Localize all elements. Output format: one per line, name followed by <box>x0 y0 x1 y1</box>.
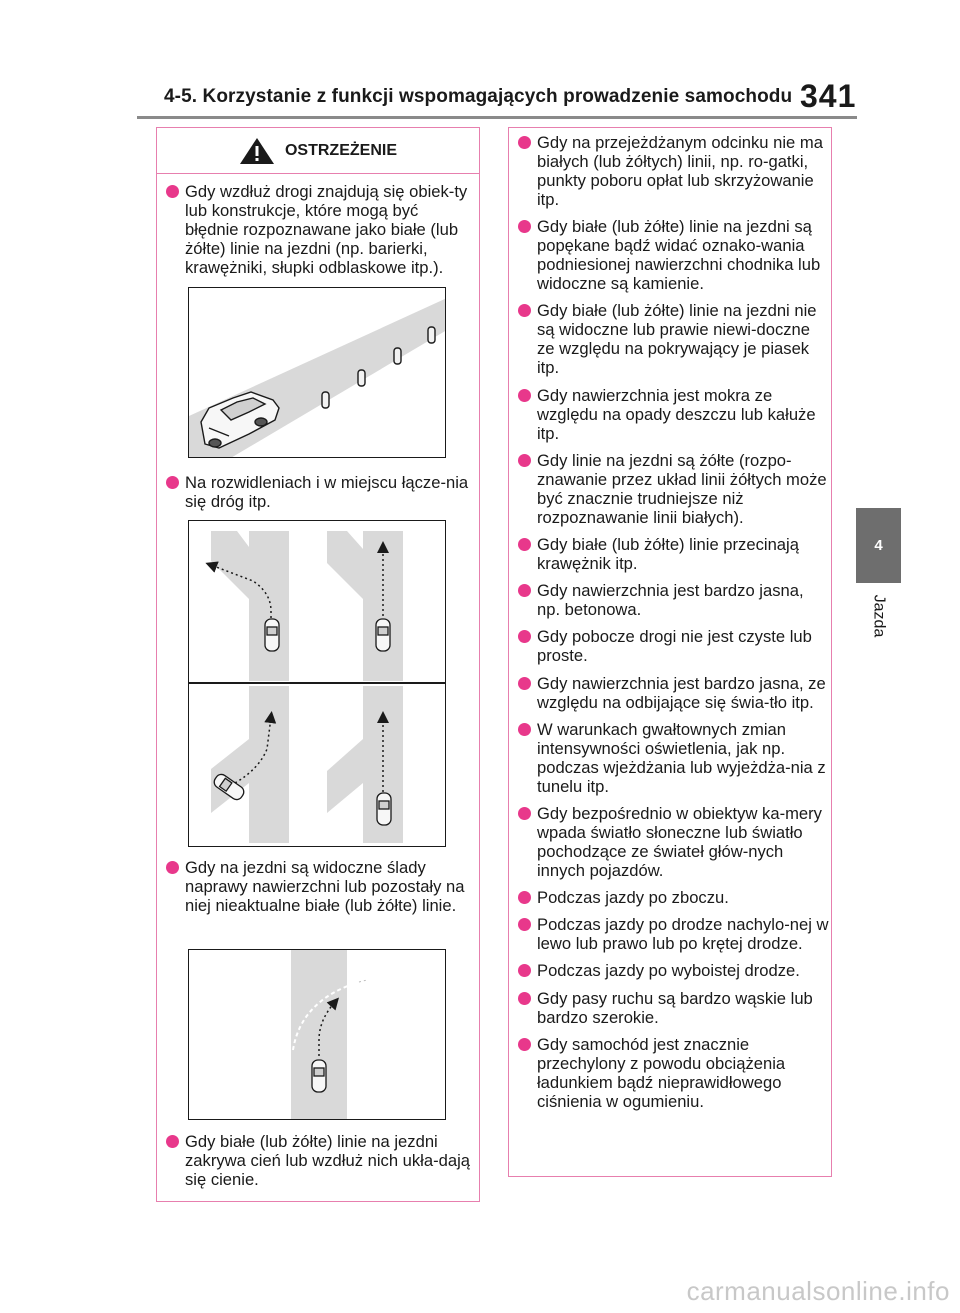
list-item <box>518 1035 830 1111</box>
list-item <box>518 386 830 443</box>
list-item <box>518 989 830 1027</box>
bullet-dot-icon <box>518 891 531 904</box>
list-item-text: Podczas jazdy po wyboistej drodze. <box>537 961 800 981</box>
warning-item-text: Na rozwidleniach i w miejscu łącze-nia się dróg itp. <box>185 473 469 511</box>
warning-item-text: Gdy wzdłuż drogi znajdują się obiek-ty lub konstrukcje, które mogą być błędnie rozpoznawane jako białe (lub żółte) linie na jezdni (np. barierki, krawężniki, słupki odblaskowe itp.). <box>185 182 468 277</box>
bullet-dot-icon <box>518 677 531 690</box>
warning-item-2 <box>166 473 474 511</box>
list-item <box>518 961 830 980</box>
header-title: 4-5. Korzystanie z funkcji wspomagających prowadzenie samochodu <box>164 86 793 107</box>
page-number: 341 <box>800 78 857 114</box>
list-item <box>518 888 830 907</box>
warning-item-4 <box>166 1132 474 1189</box>
list-item-text: Gdy nawierzchnia jest bardzo jasna, np. betonowa. <box>537 581 804 620</box>
list-item <box>518 217 830 293</box>
chapter-tab[interactable] <box>856 508 901 583</box>
list-item <box>518 133 830 209</box>
bullet-dot-icon <box>518 630 531 643</box>
conditions-list <box>518 133 830 1119</box>
warning-heading-text: OSTRZEŻENIE <box>284 141 397 159</box>
warning-item-text: Gdy białe (lub żółte) linie na jezdni zakrywa cień lub wzdłuż nich ukła-dają się cienie. <box>185 1132 470 1189</box>
list-item-text: Gdy linie na jezdni są żółte (rozpo-znawanie przez układ linii żółtych może być znacznie trudniejsze niż rozpoznawanie linii białych). <box>537 450 827 527</box>
list-item <box>518 720 830 796</box>
bullet-dot-icon <box>518 807 531 820</box>
figure-road-posts <box>188 287 446 458</box>
bullet-dot-icon <box>518 584 531 597</box>
list-item <box>518 804 830 880</box>
bullet-dot-icon <box>518 964 531 977</box>
list-item <box>518 301 830 377</box>
bullet-dot-icon <box>518 136 531 149</box>
header-rule <box>137 116 857 119</box>
figure-road-junctions <box>188 520 446 847</box>
list-item-text: Gdy białe (lub żółte) linie na jezdni nie są widoczne lub prawie niewi-doczne ze względu na pokrywający je piasek itp. <box>537 301 817 378</box>
warning-divider <box>157 173 479 174</box>
car-icon <box>312 1060 326 1092</box>
list-item-text: W warunkach gwałtownych zmian intensywności oświetlenia, jak np. podczas wjeżdżania lub wyjeżdża-nia z tunelu itp. <box>537 719 826 796</box>
list-item-text: Gdy bezpośrednio w obiektyw ka-mery wpada światło słoneczne lub światło pochodzące ze świateł głów-nych innych pojazdów. <box>537 803 822 880</box>
list-item-text: Gdy nawierzchnia jest bardzo jasna, ze względu na odbijające się świa-tło itp. <box>537 673 826 712</box>
bullet-dot-icon <box>518 389 531 402</box>
chapter-label <box>860 586 896 646</box>
bullet-dot-icon <box>518 220 531 233</box>
list-item-text: Gdy samochód jest znacznie przechylony z powodu obciążenia ładunkiem bądź nieprawidłowego ciśnienia w ogumieniu. <box>537 1034 786 1111</box>
list-item <box>518 451 830 527</box>
bullet-dot-icon <box>518 538 531 551</box>
bullet-dot-icon <box>518 918 531 931</box>
warning-item-1 <box>166 182 474 277</box>
bullet-dot-icon <box>166 476 179 489</box>
bullet-dot-icon <box>518 992 531 1005</box>
list-item-text: Podczas jazdy po drodze nachylo-nej w lewo lub prawo lub po krętej drodze. <box>537 915 829 954</box>
warning-item-text: Gdy na jezdni są widoczne ślady naprawy nawierzchni lub pozostały na niej nieaktualne białe (lub żółte) linie. <box>185 858 465 915</box>
figure-old-markings <box>188 949 446 1120</box>
chapter-number: 4 <box>874 537 883 554</box>
list-item <box>518 915 830 953</box>
list-item-text: Gdy na przejeżdżanym odcinku nie ma białych (lub żółtych) linii, np. ro-gatki, punkty poboru opłat lub skrzyżowanie itp. <box>537 133 823 209</box>
list-item-text: Gdy pobocze drogi nie jest czyste lub proste. <box>537 627 812 666</box>
bullet-dot-icon <box>518 454 531 467</box>
list-item <box>518 581 830 619</box>
list-item-text: Gdy białe (lub żółte) linie na jezdni są popękane bądź widać oznako-wania podniesionej nawierzchni chodnika lub widoczne są kamienie. <box>537 217 821 294</box>
list-item-text: Gdy białe (lub żółte) linie przecinają krawężnik itp. <box>537 534 799 573</box>
bullet-dot-icon <box>518 304 531 317</box>
bullet-dot-icon <box>518 1038 531 1051</box>
list-item-text: Gdy nawierzchnia jest mokra ze względu na opady deszczu lub kałuże itp. <box>537 385 816 443</box>
list-item <box>518 627 830 665</box>
bullet-dot-icon <box>166 861 179 874</box>
list-item-text: Gdy pasy ruchu są bardzo wąskie lub bardzo szerokie. <box>537 988 813 1027</box>
list-item <box>518 535 830 573</box>
list-item-text: Podczas jazdy po zboczu. <box>537 888 729 908</box>
bullet-dot-icon <box>518 723 531 736</box>
warning-item-3 <box>166 858 474 915</box>
chapter-label-text: Jazda <box>870 594 888 638</box>
warning-triangle-icon <box>239 137 275 165</box>
bullet-dot-icon <box>166 185 179 198</box>
warning-heading <box>157 128 479 173</box>
list-item <box>518 674 830 712</box>
watermark: carmanualsonline.info <box>686 1276 950 1306</box>
bullet-dot-icon <box>166 1135 179 1148</box>
